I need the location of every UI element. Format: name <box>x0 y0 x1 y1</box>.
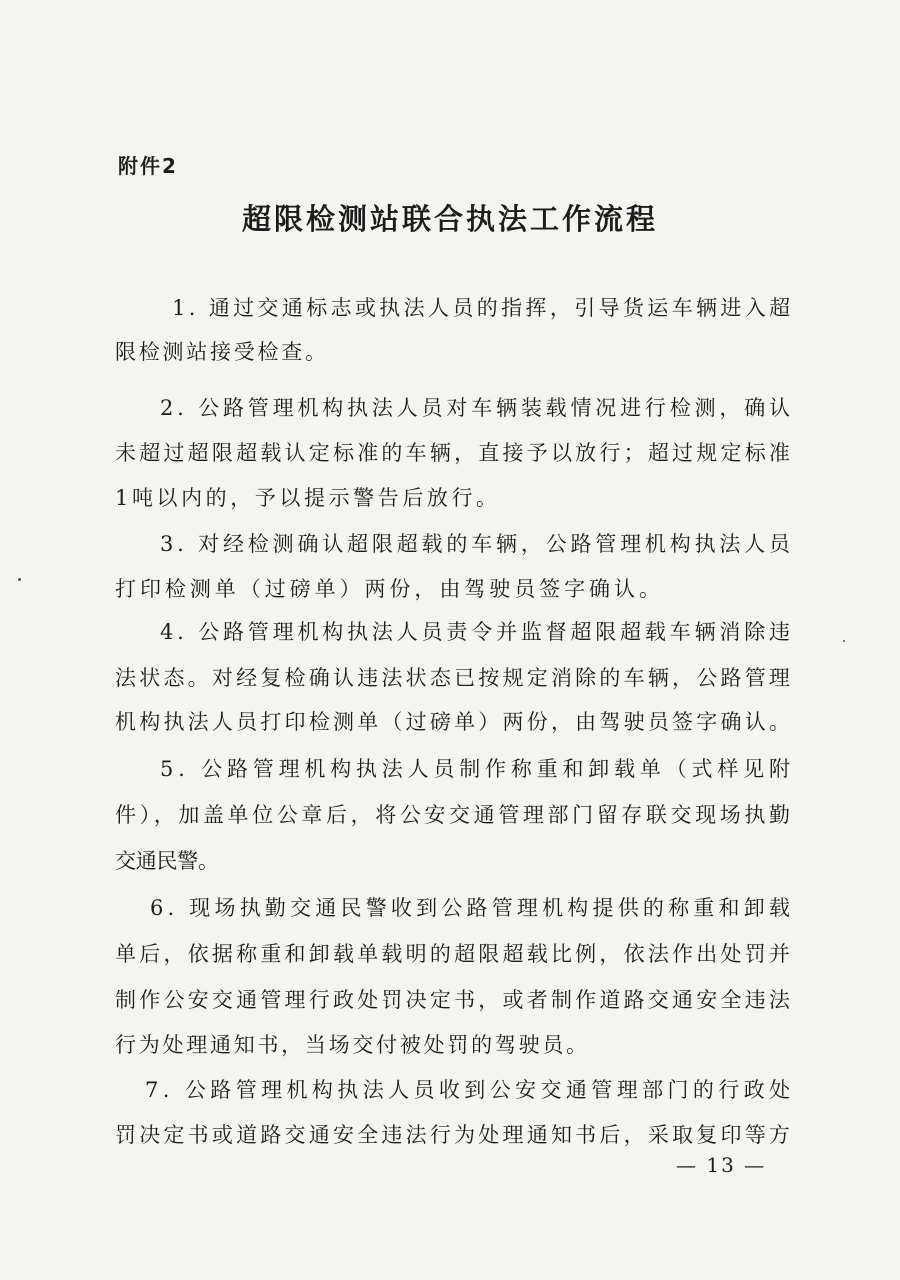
body-line: 罚决定书或道路交通安全违法行为处理通知书后，采取复印等方 <box>115 1123 794 1147</box>
body-line: 交通民警。 <box>115 849 219 873</box>
body-line: 机构执法人员打印检测单（过磅单）两份，由驾驶员签字确认。 <box>115 710 794 734</box>
body-line: 件），加盖单位公章后，将公安交通管理部门留存联交现场执勤 <box>115 803 794 827</box>
scan-speck <box>843 640 845 642</box>
document-title: 超限检测站联合执法工作流程 <box>241 202 658 236</box>
body-line: 3. 对经检测确认超限超载的车辆，公路管理机构执法人员 <box>160 532 794 556</box>
body-line: 2. 公路管理机构执法人员对车辆装载情况进行检测，确认 <box>160 396 794 420</box>
body-line: 单后，依据称重和卸载单载明的超限超载比例，依法作出处罚并 <box>115 942 794 966</box>
body-line: 6. 现场执勤交通民警收到公路管理机构提供的称重和卸载 <box>150 896 795 920</box>
body-line: 限检测站接受检查。 <box>115 340 329 364</box>
body-line: 未超过超限超载认定标准的车辆，直接予以放行；超过规定标准 <box>115 441 794 465</box>
scan-speck <box>18 578 21 581</box>
page-number: — 13 — <box>676 1153 767 1177</box>
body-line: 打印检测单（过磅单）两份，由驾驶员签字确认。 <box>115 577 664 601</box>
body-line: 7. 公路管理机构执法人员收到公安交通管理部门的行政处 <box>145 1078 795 1102</box>
body-line: 4. 公路管理机构执法人员责令并监督超限超载车辆消除违 <box>160 620 794 644</box>
body-line: 1吨以内的，予以提示警告后放行。 <box>115 486 501 510</box>
body-line: 行为处理通知书，当场交付被处罚的驾驶员。 <box>115 1033 590 1057</box>
body-line: 法状态。对经复检确认违法状态已按规定消除的车辆，公路管理 <box>115 666 794 690</box>
body-line: 制作公安交通管理行政处罚决定书，或者制作道路交通安全违法 <box>115 988 794 1012</box>
body-line: 5. 公路管理机构执法人员制作称重和卸载单（式样见附 <box>160 757 795 781</box>
body-line: 1. 通过交通标志或执法人员的指挥，引导货运车辆进入超 <box>172 296 794 320</box>
attachment-label: 附件2 <box>118 154 178 178</box>
